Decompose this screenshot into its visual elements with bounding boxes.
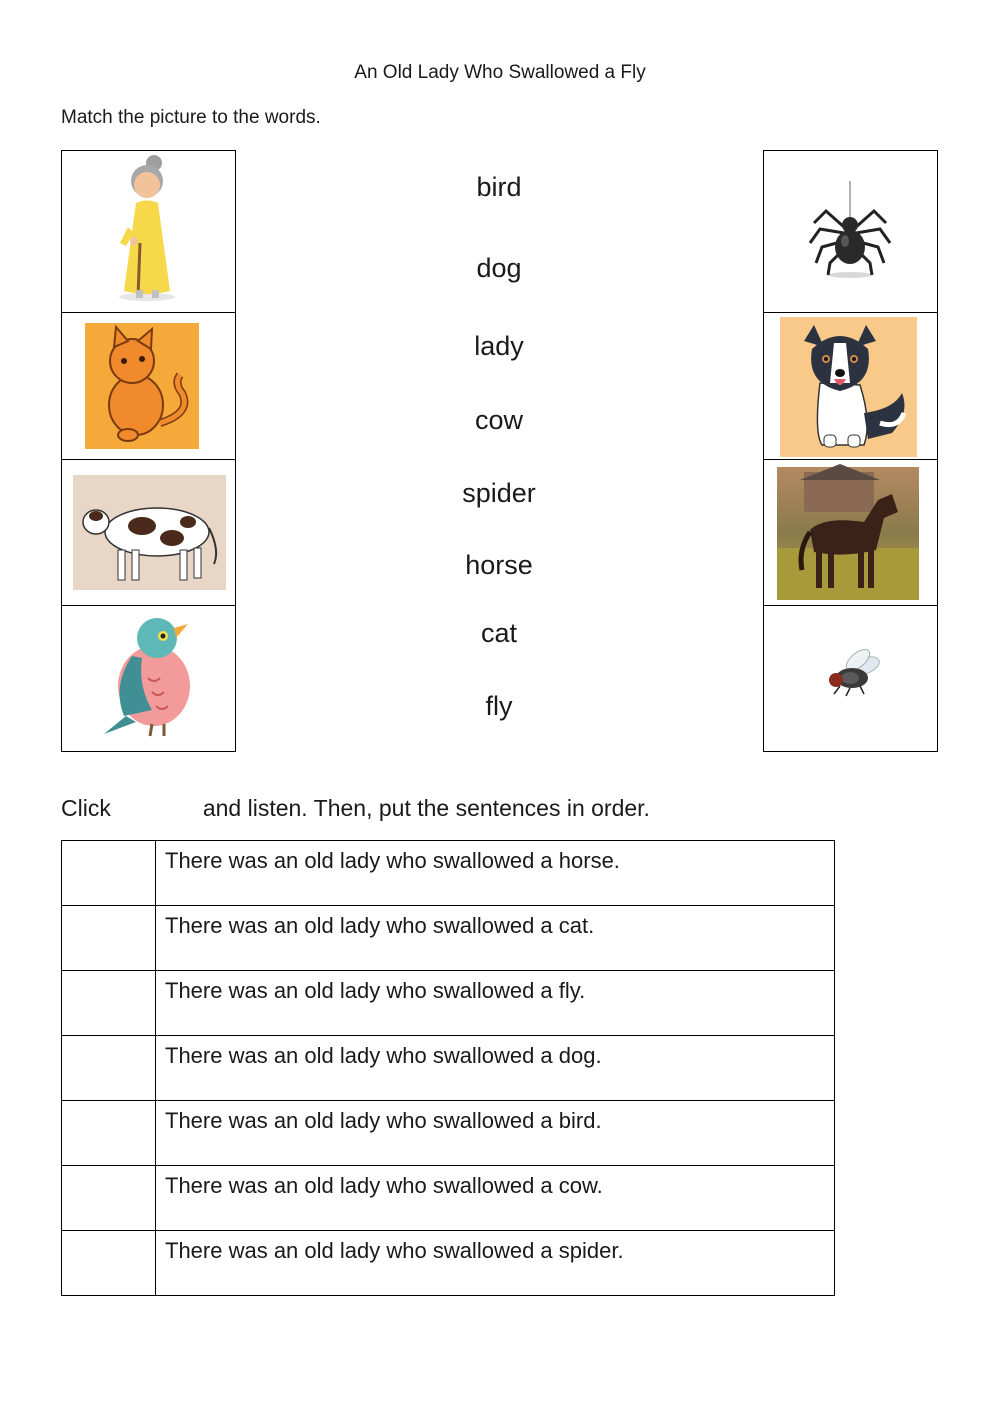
sentence-cell: There was an old lady who swallowed a bird.	[156, 1101, 835, 1166]
word-horse[interactable]: horse	[465, 550, 533, 580]
match-instruction: Match the picture to the words.	[61, 107, 321, 128]
picture-cell-cow[interactable]	[61, 459, 236, 606]
picture-cell-cat[interactable]	[61, 312, 236, 460]
listen-instruction-click: Click	[61, 795, 111, 821]
left-picture-column	[61, 150, 236, 752]
word-bird[interactable]: bird	[476, 172, 522, 202]
table-row	[62, 841, 835, 906]
sentence-cell: There was an old lady who swallowed a fly.	[156, 971, 835, 1036]
word-cow[interactable]: cow	[474, 405, 523, 435]
listen-instruction-rest: and listen. Then, put the sentences in order.	[202, 795, 650, 821]
order-number-input[interactable]	[62, 1231, 156, 1296]
dog-icon	[764, 313, 938, 460]
word-cat[interactable]: cat	[480, 618, 518, 648]
order-number-input[interactable]	[62, 1036, 156, 1101]
table-row	[62, 1036, 835, 1101]
word-lady[interactable]: lady	[474, 331, 524, 361]
worksheet-title: An Old Lady Who Swallowed a Fly	[354, 62, 646, 83]
picture-cell-dog[interactable]	[763, 312, 938, 460]
order-number-input[interactable]	[62, 906, 156, 971]
horse-icon	[764, 460, 938, 606]
sentence-cell: There was an old lady who swallowed a cow.	[156, 1166, 835, 1231]
picture-cell-horse[interactable]	[763, 459, 938, 606]
cow-icon	[62, 460, 236, 606]
picture-cell-lady[interactable]	[61, 150, 236, 313]
table-row	[62, 971, 835, 1036]
order-number-input[interactable]	[62, 971, 156, 1036]
order-number-input[interactable]	[62, 1166, 156, 1231]
listen-instruction	[61, 795, 650, 822]
table-row	[62, 1231, 835, 1296]
picture-cell-spider[interactable]	[763, 150, 938, 313]
right-picture-column	[763, 150, 938, 752]
sentence-cell: There was an old lady who swallowed a dog.	[156, 1036, 835, 1101]
picture-cell-fly[interactable]	[763, 605, 938, 752]
sentence-cell: There was an old lady who swallowed a cat.	[156, 906, 835, 971]
table-row	[62, 1166, 835, 1231]
table-row	[62, 1101, 835, 1166]
order-number-input[interactable]	[62, 841, 156, 906]
word-dog[interactable]: dog	[476, 253, 522, 283]
word-spider[interactable]: spider	[462, 478, 536, 508]
sentence-cell: There was an old lady who swallowed a spider.	[156, 1231, 835, 1296]
fly-icon	[764, 606, 938, 752]
sentence-order-table	[61, 840, 835, 1296]
bird-icon	[62, 606, 236, 752]
picture-cell-bird[interactable]	[61, 605, 236, 752]
word-fly[interactable]: fly	[485, 691, 513, 721]
cat-icon	[62, 313, 236, 460]
order-number-input[interactable]	[62, 1101, 156, 1166]
spider-icon	[764, 151, 938, 313]
sentence-cell: There was an old lady who swallowed a horse.	[156, 841, 835, 906]
table-row	[62, 906, 835, 971]
old-lady-icon	[62, 151, 236, 313]
